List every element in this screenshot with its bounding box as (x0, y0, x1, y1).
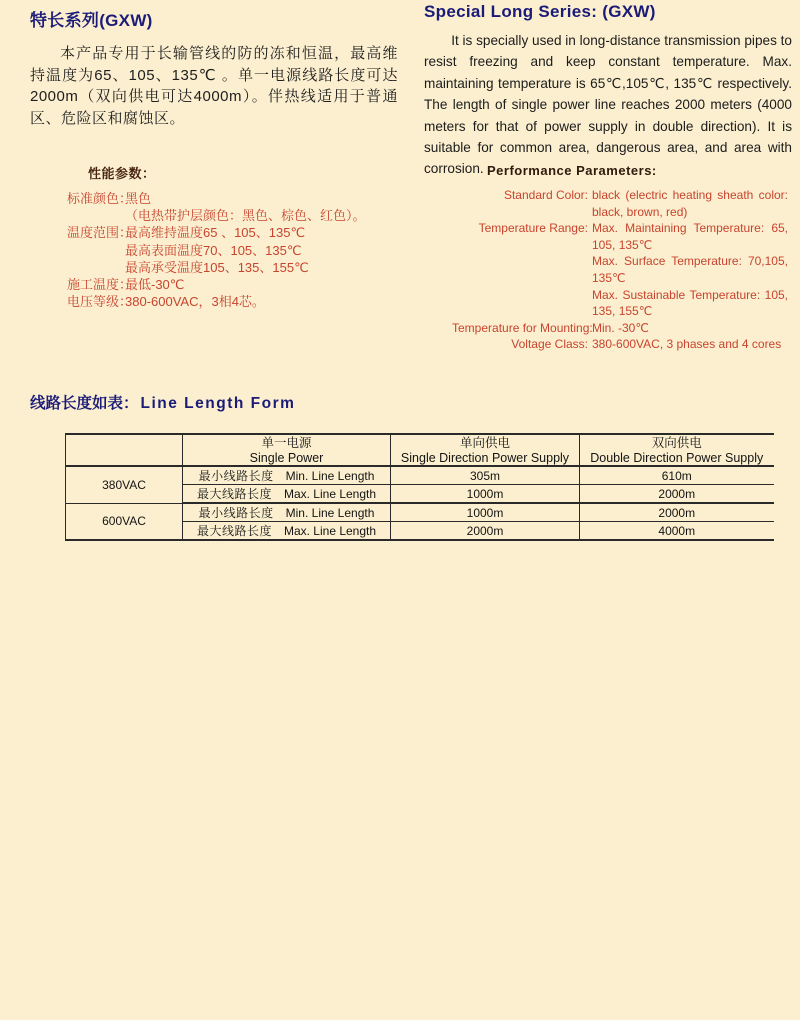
row-label-cell (183, 485, 391, 504)
voltage-cell-380vac: 380VAC (66, 466, 183, 503)
value-double-direction: 610m (580, 466, 774, 485)
param-value: 最低-30℃ (125, 277, 185, 293)
row-label-en: Max. Line Length (283, 524, 377, 538)
row-label-cn: 最大线路长度 (196, 524, 272, 538)
param-label: Temperature for Mounting: (452, 320, 593, 335)
param-value: 黑色 (125, 191, 152, 206)
section-title-en: Special Long Series: (GXW) (424, 2, 656, 21)
param-label: 温度范围： (67, 225, 133, 241)
value-single-direction: 1000m (391, 503, 580, 522)
intro-section-en (424, 2, 792, 180)
value-double-direction: 2000m (580, 485, 774, 504)
param-row-temperature-range-cn (67, 224, 377, 276)
table-heading-cn: 线路长度如表： (30, 395, 139, 412)
intro-paragraph-en: It is specially used in long-distance transmission pipes to resist freezing and keep constant temperature. Max. maintaining temperature is 65℃,105℃, 135℃ respectively. The length of single power line reaches 2000 meters (4000 meters for that of power supply in double direction). It is suitable for common area, dangerous area, and area with corrosion. (424, 33, 792, 177)
table-row-600-min (66, 503, 774, 522)
param-value: black (electric heating sheath color: black, brown, red) (592, 188, 788, 219)
row-label-cn: 最小线路长度 (198, 506, 274, 520)
param-value: 最高承受温度105、135、155℃ (125, 259, 309, 275)
header-en: Single Power (249, 451, 324, 465)
row-label-cn: 最大线路长度 (196, 487, 272, 501)
row-label-cell (183, 522, 391, 541)
table-header-single-direction (391, 434, 580, 466)
voltage-cell-600vac: 600VAC (66, 503, 183, 540)
row-label-cell (183, 466, 391, 485)
header-en: Single Direction Power Supply (400, 451, 570, 465)
performance-parameters-cn (67, 163, 377, 310)
params-list-cn (67, 190, 377, 310)
header-cn: 双向供电 (651, 436, 702, 450)
param-label: 电压等级： (67, 294, 133, 310)
param-value: Max. Maintaining Temperature: 65, 105, 135℃ (592, 221, 788, 252)
table-heading (30, 391, 780, 413)
value-double-direction: 2000m (580, 503, 774, 522)
value-single-direction: 2000m (391, 522, 580, 541)
param-value: Max. Sustainable Temperature: 105, 135, 155℃ (592, 287, 788, 319)
table-header-double-direction (580, 434, 774, 466)
param-row-standard-color-cn (67, 190, 377, 224)
param-row-voltage-class-en (452, 336, 792, 353)
param-row-standard-color-en (452, 187, 792, 220)
table-header-single-power (183, 434, 391, 466)
param-value: 最高表面温度70、105、135℃ (125, 242, 302, 258)
row-label-en: Min. Line Length (285, 506, 375, 520)
params-heading-cn: 性能参数： (88, 166, 156, 181)
value-double-direction: 4000m (658, 523, 696, 538)
row-label-en: Min. Line Length (285, 469, 375, 483)
param-label: 施工温度： (67, 277, 133, 293)
param-value: Max. Surface Temperature: 70,105, 135℃ (592, 254, 788, 285)
param-value: 最高维持温度65 、105、135℃ (125, 225, 306, 241)
param-value: （电热带护层颜色：黑色、棕色、红色）。 (125, 208, 366, 224)
row-label-en: Max. Line Length (283, 487, 377, 501)
table-row-380-min (66, 466, 774, 485)
param-label: Voltage Class: (511, 337, 588, 352)
intro-section-cn (30, 6, 398, 129)
param-row-mounting-temperature-cn (67, 276, 377, 293)
table-header-empty (66, 434, 183, 466)
performance-parameters-en (452, 163, 792, 353)
params-list-en (452, 187, 792, 353)
param-row-voltage-class-cn (67, 293, 377, 310)
param-row-mounting-temperature-en (452, 320, 792, 337)
header-cn: 单一电源 (261, 436, 312, 450)
param-value: Min. -30℃ (592, 320, 649, 335)
table-heading-en: Line Length Form (140, 395, 296, 412)
param-value: 380-600VAC, 3 phases and 4 cores (592, 337, 782, 352)
table-header-row (66, 434, 774, 466)
row-label-cell (183, 503, 391, 522)
param-label: Temperature Range: (478, 221, 588, 236)
param-label: Standard Color: (503, 188, 588, 202)
params-heading-en: Performance Parameters: (487, 163, 657, 178)
header-en: Double Direction Power Supply (590, 451, 764, 465)
value-single-direction: 1000m (391, 485, 580, 504)
row-label-cn: 最小线路长度 (198, 469, 274, 483)
param-label: 标准颜色： (67, 191, 133, 206)
value-single-direction: 305m (391, 466, 580, 485)
section-title-cn: 特长系列(GXW) (30, 11, 153, 30)
header-cn: 单向供电 (459, 436, 510, 450)
param-row-temperature-range-en (452, 220, 792, 320)
line-length-section (30, 391, 780, 541)
line-length-table (65, 433, 774, 541)
param-value: 380-600VAC，3相4芯。 (125, 294, 265, 310)
intro-paragraph-cn: 本产品专用于长输管线的防的冻和恒温，最高维持温度为65、105、135℃ 。单一电源线路长度可达2000m（双向供电可达4000m）。伴热线适用于普通区、危险区和腐蚀区。 (30, 45, 398, 127)
